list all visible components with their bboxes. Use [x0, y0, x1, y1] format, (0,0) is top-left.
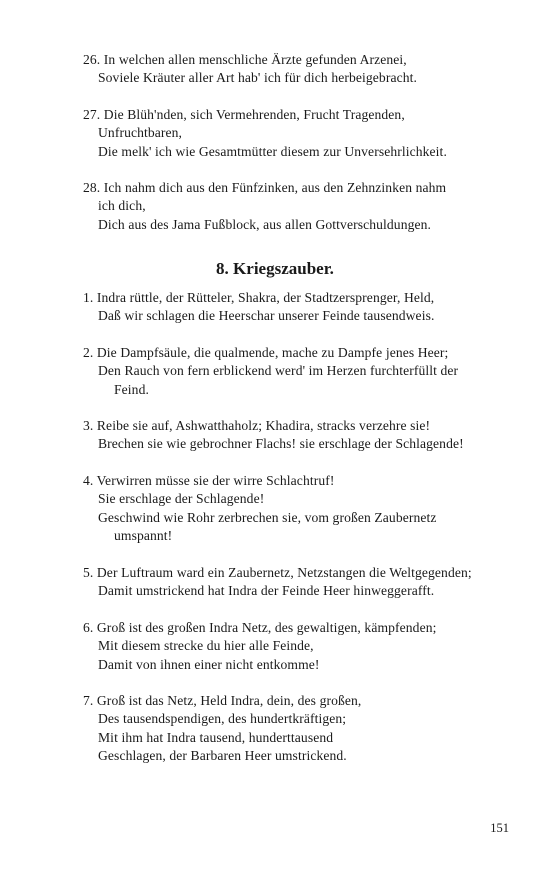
verse-line: Daß wir schlagen die Heerschar unserer Feinde tausendweis.: [98, 308, 435, 324]
verse-line: Mit ihm hat Indra tausend, hunderttausend: [98, 729, 334, 745]
stanza-1: [83, 289, 523, 326]
stanza-26: [83, 51, 523, 88]
verse-line: Geschwind wie Rohr zerbrechen sie, vom großen Zaubernetz: [98, 509, 437, 525]
verse-line: Feind.: [114, 381, 149, 397]
verse-line: Geschlagen, der Barbaren Heer umstrickend.: [98, 747, 347, 763]
verse-line: umspannt!: [114, 527, 173, 543]
verse-line: Dich aus des Jama Fußblock, aus allen Gottverschuldungen.: [98, 216, 432, 232]
verse-line: 3. Reibe sie auf, Ashwatthaholz; Khadira, stracks verzehre sie!: [83, 418, 431, 433]
verse-line: 28. Ich nahm dich aus den Fünfzinken, aus den Zehnzinken nahm: [83, 180, 447, 195]
stanza-7: [83, 692, 523, 765]
verse-line: Den Rauch von fern erblickend werd' im Herzen furchterfüllt der: [98, 363, 459, 379]
stanza-5: [83, 564, 523, 601]
stanza-6: [83, 619, 523, 674]
verse-line: ich dich,: [98, 198, 146, 214]
verse-line: 6. Groß ist des großen Indra Netz, des gewaltigen, kämpfenden;: [83, 620, 437, 635]
verse-line: Damit von ihnen einer nicht entkomme!: [98, 656, 320, 672]
verse-line: Die melk' ich wie Gesamtmütter diesem zur Unversehrlichkeit.: [98, 143, 447, 159]
verse-line: Unfruchtbaren,: [98, 125, 183, 141]
stanza-3: [83, 417, 523, 454]
stanza-4: [83, 472, 523, 545]
verse-line: 4. Verwirren müsse sie der wirre Schlachtruf!: [83, 473, 335, 488]
verse-line: 27. Die Blüh'nden, sich Vermehrenden, Frucht Tragenden,: [83, 107, 405, 122]
verse-line: 26. In welchen allen menschliche Ärzte gefunden Arzenei,: [83, 52, 407, 67]
verse-line: Sie erschlage der Schlagende!: [98, 491, 265, 507]
verse-line: 7. Groß ist das Netz, Held Indra, dein, des großen,: [83, 693, 362, 708]
verse-line: 1. Indra rüttle, der Rütteler, Shakra, der Stadtzersprenger, Held,: [83, 290, 435, 305]
stanza-2: [83, 344, 523, 399]
verse-line: 5. Der Luftraum ward ein Zaubernetz, Netzstangen die Weltgegenden;: [83, 565, 472, 580]
verse-line: Mit diesem strecke du hier alle Feinde,: [98, 638, 314, 654]
verse-line: Des tausendspendigen, des hundertkräftigen;: [98, 711, 347, 727]
verse-line: 2. Die Dampfsäule, die qualmende, mache zu Dampfe jenes Heer;: [83, 345, 449, 360]
page-number: 151: [490, 821, 509, 835]
verse-line: Brechen sie wie gebrochner Flachs! sie erschlage der Schlagende!: [98, 436, 464, 452]
stanza-28: [83, 179, 523, 234]
stanza-27: [83, 106, 523, 161]
verse-line: Soviele Kräuter aller Art hab' ich für dich herbeigebracht.: [98, 70, 417, 86]
section-title: 8. Kriegszauber.: [216, 259, 334, 278]
verse-line: Damit umstrickend hat Indra der Feinde Heer hinweggerafft.: [98, 583, 435, 599]
